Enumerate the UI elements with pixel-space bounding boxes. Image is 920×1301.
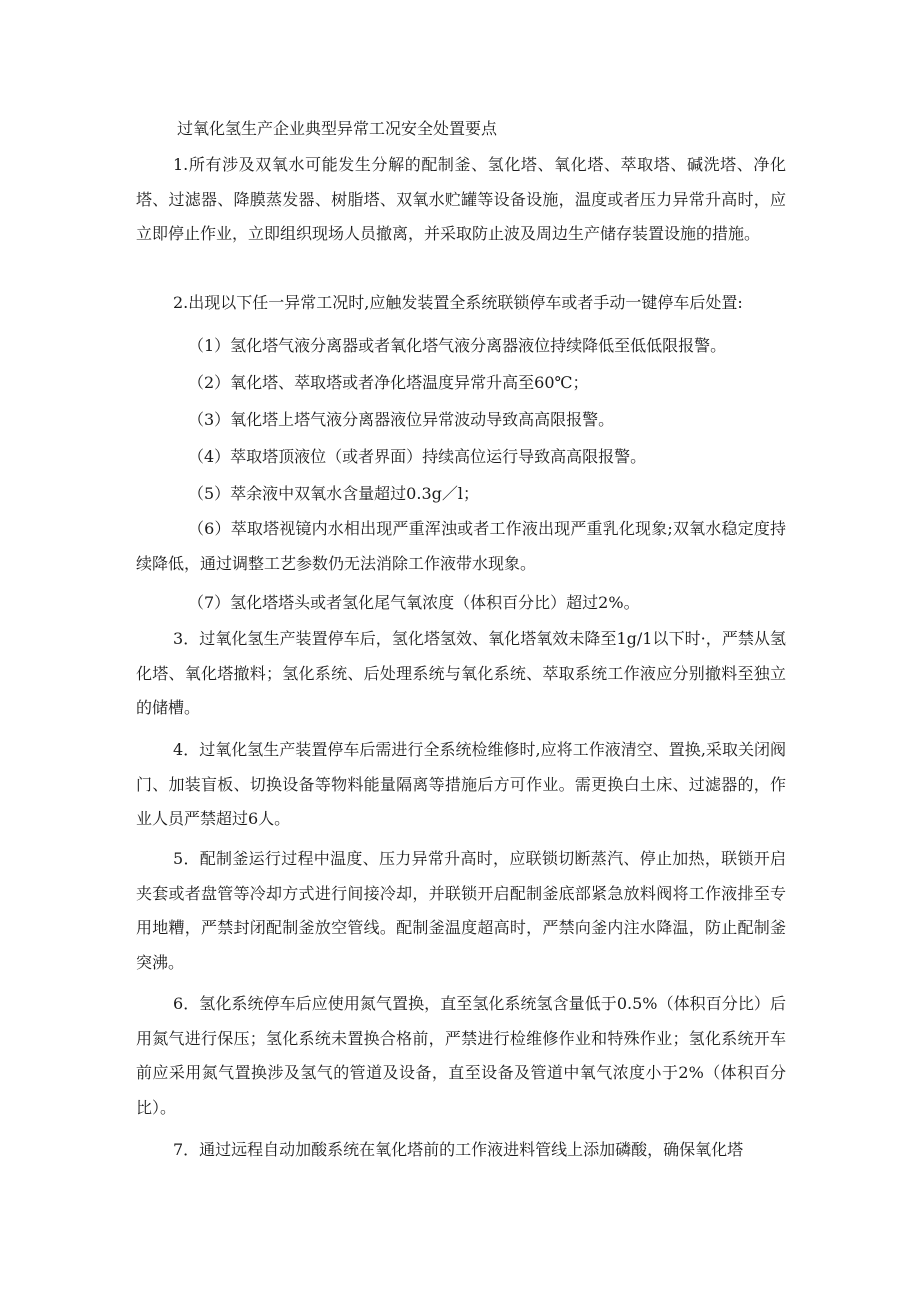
paragraph-4: 4．过氧化氢生产装置停车后需进行全系统检维修时,应将工作液清空、置换,采取关闭阀门、加装盲板、切换设备等物料能量隔离等措施后方可作业。需更换白土床、过滤器的，作业人员严禁超过6人。 [136, 740, 786, 828]
list-item-6: （6）萃取塔视镜内水相出现严重浑浊或者工作液出现严重乳化现象;双氧水稳定度持续降低，通过调整工艺参数仍无法消除工作液带水现象。 [136, 519, 786, 573]
list-item-7: （7）氢化塔塔头或者氢化尾气氧浓度（体积百分比）超过2%。 [188, 593, 640, 612]
paragraph-5: 5．配制釜运行过程中温度、压力异常升高时，应联锁切断蒸汽、停止加热，联锁开启夹套或者盘管等冷却方式进行间接冷却，并联锁开启配制釜底部紧急放料阀将工作液排至专用地糟，严禁封闭配制釜放空管线。配制釜温度超高时，严禁向釜内注水降温，防止配制釜突沸。 [136, 849, 786, 972]
list-item-1: （1）氢化塔气液分离器或者氧化塔气液分离器液位持续降低至低低限报警。 [188, 336, 727, 355]
paragraph-1: 1.所有涉及双氧水可能发生分解的配制釜、氢化塔、氧化塔、萃取塔、碱洗塔、净化塔、过滤器、降膜蒸发器、树脂塔、双氧水贮罐等设备设施，温度或者压力异常升高时，应立即停止作业，立即组织现场人员撤离，并采取防止波及周边生产储存装置设施的措施。 [136, 155, 786, 243]
list-item-5: （5）萃余液中双氧水含量超过0.3g／l； [188, 484, 479, 503]
list-item-2: （2）氧化塔、萃取塔或者净化塔温度异常升高至60℃； [188, 373, 589, 392]
paragraph-2: 2.出现以下任一异常工况时,应触发装置全系统联锁停车或者手动一键停车后处置: [173, 293, 743, 312]
paragraph-3: 3．过氧化氢生产装置停车后，氢化塔氢效、氧化塔氧效未降至1g/1以下时·，严禁从氢化塔、氧化塔撤料；氢化系统、后处理系统与氧化系统、萃取系统工作液应分别撤料至独立的储槽。 [136, 629, 786, 717]
paragraph-6: 6．氢化系统停车后应使用氮气置换，直至氢化系统氢含量低于0.5%（体积百分比）后用氮气进行保压；氢化系统未置换合格前，严禁进行检维修作业和特殊作业；氢化系统开车前应采用氮气置换涉及氢气的管道及设备，直至设备及管道中氧气浓度小于2%（体积百分比）。 [136, 994, 786, 1117]
paragraph-7: 7．通过远程自动加酸系统在氧化塔前的工作液进料管线上添加磷酸，确保氧化塔 [173, 1140, 744, 1159]
document-title: 过氧化氢生产企业典型异常工况安全处置要点 [177, 119, 498, 138]
list-item-4: （4）萃取塔顶液位（或者界面）持续高位运行导致高高限报警。 [188, 447, 647, 466]
list-item-3: （3）氧化塔上塔气液分离器液位异常波动导致高高限报警。 [188, 410, 615, 429]
